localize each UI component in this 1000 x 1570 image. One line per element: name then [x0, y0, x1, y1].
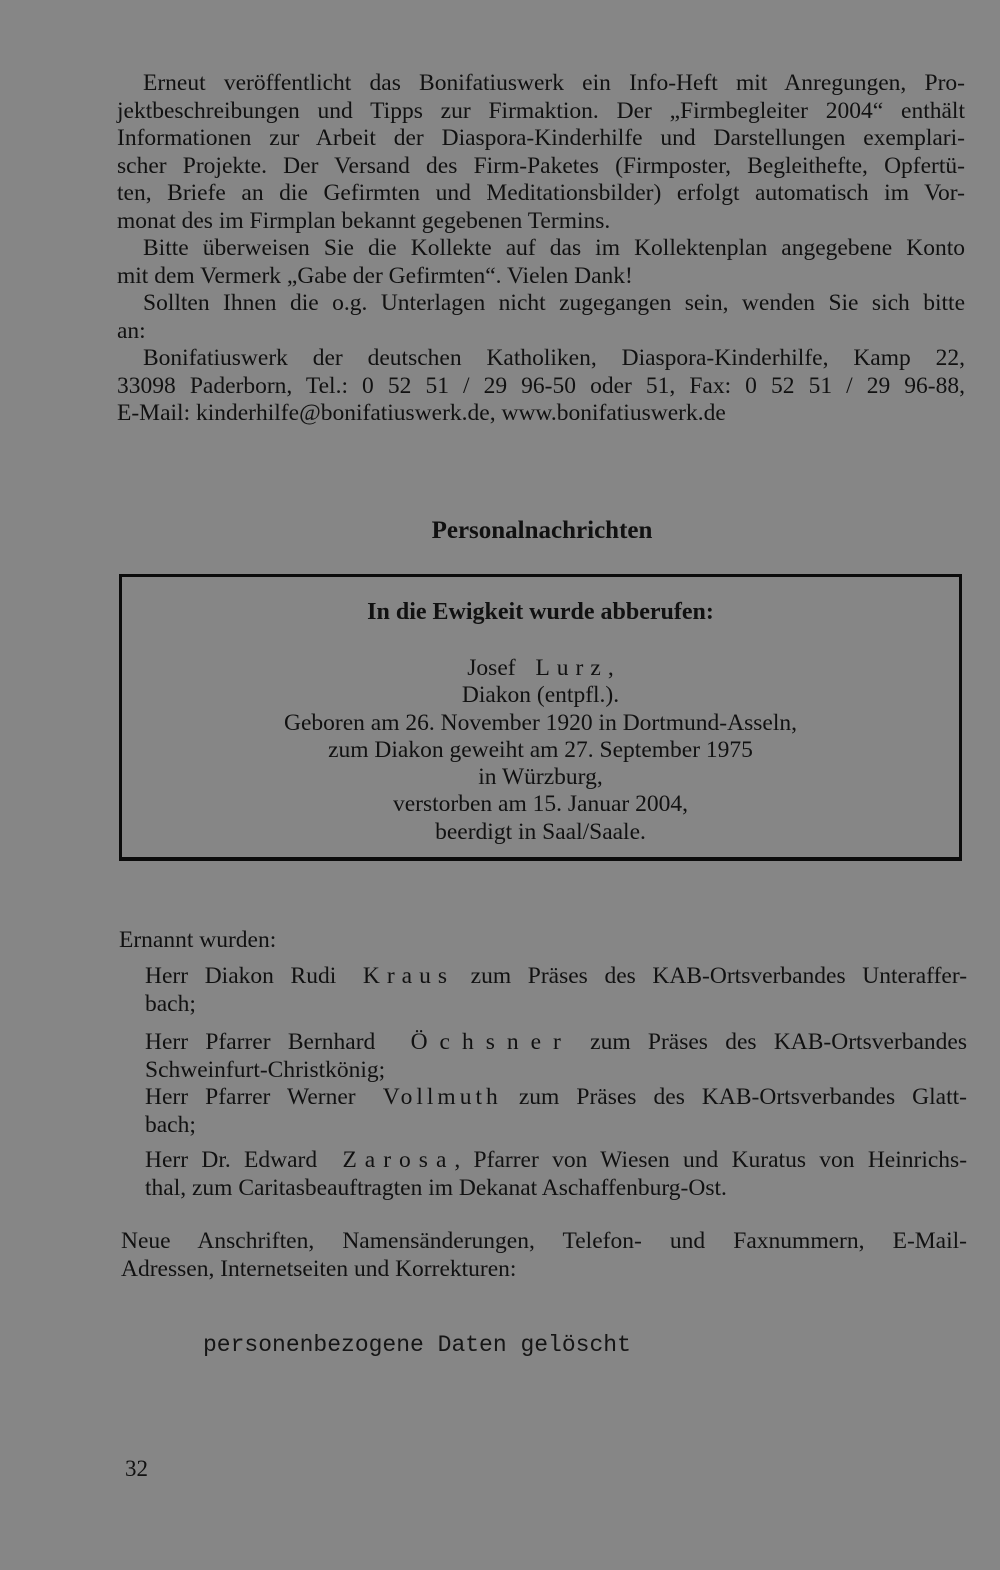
- appointment-line: [145, 963, 967, 991]
- obituary-text: [122, 655, 959, 846]
- first-name: Josef: [467, 655, 516, 681]
- appointment-rest: zum Präses des KAB-Ortsverbandes: [590, 1029, 967, 1055]
- text-line: Adressen, Internetseiten und Korrekturen:: [121, 1255, 517, 1282]
- appointment-prefix: Herr Pfarrer Werner: [145, 1084, 356, 1110]
- appointment-line: [145, 1147, 967, 1175]
- page-number: 32: [125, 1456, 148, 1481]
- text-line: Erneut veröffentlicht das Bonifatiuswerk ein Info-Heft mit Anregungen, Pro-: [143, 70, 965, 96]
- text-line: monat des im Firmplan bekannt gegebenen Termins.: [117, 207, 611, 234]
- obituary-title: In die Ewigkeit wurde abberufen:: [367, 599, 714, 625]
- appointments-heading: Ernannt wurden:: [119, 927, 277, 953]
- text-line: Bitte überweisen Sie die Kollekte auf das im Kollektenplan angegebene Konto: [143, 235, 965, 261]
- appointment-entry: [145, 1084, 967, 1139]
- address-line: E-Mail: kinderhilfe@bonifatiuswerk.de, www.bonifatiuswerk.de: [117, 400, 726, 426]
- redaction-notice: personenbezogene Daten gelöscht: [203, 1332, 631, 1358]
- appointment-rest: , Pfarrer von Wiesen und Kuratus von Heinrichs-: [454, 1147, 968, 1173]
- text-line: mit dem Vermerk „Gabe der Gefirmten“. Vielen Dank!: [117, 262, 633, 289]
- appointment-rest: zum Präses des KAB-Ortsverbandes Glatt-: [518, 1084, 968, 1110]
- obituary-name: Josef Lurz,: [467, 655, 614, 681]
- appointment-name: Zarosa: [342, 1147, 455, 1173]
- intro-paragraph: [117, 70, 965, 428]
- obituary-line: beerdigt in Saal/Saale.: [435, 818, 646, 845]
- last-name: Lurz: [535, 655, 608, 681]
- section-heading: Personalnachrichten: [431, 517, 653, 544]
- obituary-line: Geboren am 26. November 1920 in Dortmund-Asseln,: [284, 709, 797, 736]
- appointment-cont: bach;: [145, 1111, 196, 1138]
- obituary-line: in Würzburg,: [478, 764, 603, 791]
- appointment-prefix: Herr Dr. Edward: [145, 1147, 318, 1173]
- appointment-prefix: Herr Diakon Rudi: [145, 963, 337, 989]
- changes-paragraph: [121, 1228, 967, 1283]
- appointment-name: Öchsner: [410, 1029, 573, 1055]
- obituary-line: verstorben am 15. Januar 2004,: [393, 791, 688, 818]
- appointment-entry: [145, 1147, 967, 1202]
- appointment-line: [145, 1084, 967, 1112]
- appointment-rest: zum Präses des KAB-Ortsverbandes Unteraffer-: [470, 963, 968, 989]
- appointment-prefix: Herr Pfarrer Bernhard: [145, 1029, 376, 1055]
- obituary-line: zum Diakon geweiht am 27. September 1975: [328, 736, 753, 763]
- appointment-line: [145, 1029, 967, 1057]
- text-line: an:: [117, 317, 146, 344]
- obituary-box: [119, 574, 962, 861]
- appointment-cont: bach;: [145, 990, 196, 1017]
- appointment-entry: [145, 963, 967, 1018]
- text-line: Neue Anschriften, Namensänderungen, Telefon- und Faxnummern, E-Mail-: [121, 1228, 967, 1254]
- obituary-line: Diakon (entpfl.).: [461, 682, 620, 709]
- text-line: Sollten Ihnen die o.g. Unterlagen nicht zugegangen sein, wenden Sie sich bitte: [143, 290, 965, 316]
- text-line: jektbeschreibungen und Tipps zur Firmaktion. Der „Firmbegleiter 2004“ enthält: [117, 97, 965, 124]
- appointment-entry: [145, 1029, 967, 1084]
- address-line: Bonifatiuswerk der deutschen Katholiken, Diaspora-Kinderhilfe, Kamp 22,: [143, 345, 965, 371]
- appointment-name: Vollmuth: [382, 1084, 502, 1110]
- appointment-name: Kraus: [362, 963, 455, 989]
- appointment-cont: Schweinfurt-Christkönig;: [145, 1056, 386, 1083]
- address-line: 33098 Paderborn, Tel.: 0 52 51 / 29 96-50 oder 51, Fax: 0 52 51 / 29 96-88,: [117, 372, 965, 399]
- text-line: scher Projekte. Der Versand des Firm-Paketes (Firmposter, Begleithefte, Opfertü-: [117, 152, 965, 179]
- text-line: ten, Briefe an die Gefirmten und Meditationsbilder) erfolgt automatisch im Vor-: [117, 180, 965, 206]
- appointment-cont: thal, zum Caritasbeauftragten im Dekanat Aschaffenburg-Ost.: [145, 1174, 727, 1201]
- text-line: Informationen zur Arbeit der Diaspora-Kinderhilfe und Darstellungen exemplari-: [117, 125, 965, 151]
